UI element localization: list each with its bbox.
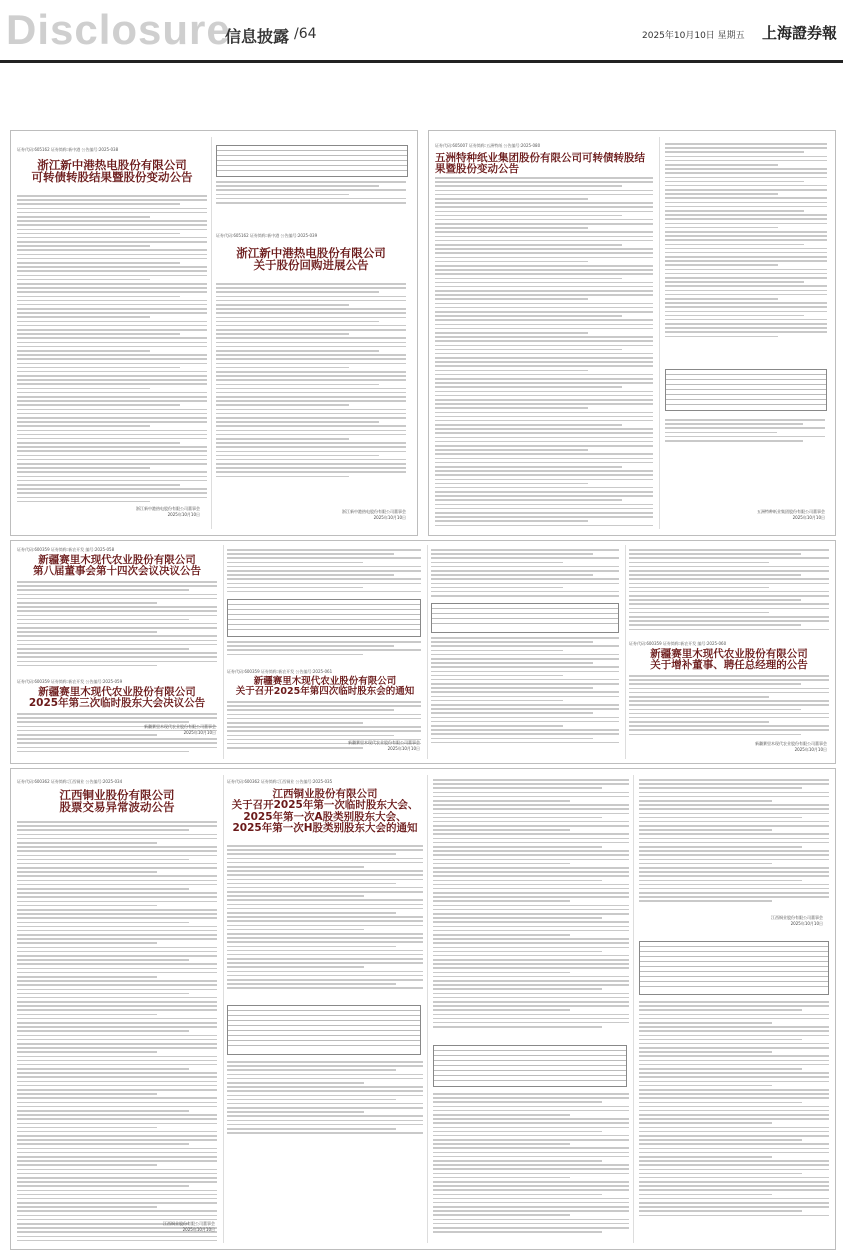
announcement-signature: 江西铜业股份有限公司董事会 2025年10月10日 (163, 1221, 215, 1232)
newspaper-logo: 上海證券報 (762, 24, 838, 42)
announcement-signature: 新疆赛里木现代农业股份有限公司董事会 2025年10月10日 (144, 724, 216, 735)
announcement-meta: 证券代码:605007 证券简称:五洲特纸 公告编号:2025-080 (435, 143, 541, 148)
announcement-signature: 浙江新中港热电股份有限公司董事会 2025年10月10日 (342, 509, 406, 520)
announcement-meeting-details (431, 545, 621, 759)
column-divider (211, 137, 212, 529)
announcement-body (17, 821, 217, 1243)
share-change-table (665, 369, 827, 411)
announcement-title: 新疆赛里木现代农业股份有限公司 第八届董事会第十四次会议决议公告 (33, 554, 201, 578)
announcement-body (216, 283, 406, 480)
column-divider (625, 545, 626, 759)
announcement-director-appointment (629, 545, 831, 759)
announcement-title: 浙江新中港热电股份有限公司 可转债转股结果暨股份变动公告 (31, 158, 193, 185)
announcement-title: 新疆赛里木现代农业股份有限公司 关于增补董事、聘任总经理的公告 (650, 648, 808, 672)
announcement-panel-wuzhou (428, 130, 836, 536)
announcement-body (17, 195, 207, 505)
announcement-body (227, 845, 423, 992)
announcement-body (227, 641, 421, 658)
announcement-meta: 证券代码:605162 证券简称:新中港 公告编号:2025-039 (216, 233, 318, 238)
announcement-body (665, 419, 825, 444)
announcement-shareholder-meeting (227, 775, 831, 1243)
issue-date: 2025年10月10日 星期五 (642, 31, 745, 41)
announcement-signature: 五洲特种纸业集团股份有限公司董事会 2025年10月10日 (757, 509, 825, 520)
announcement-title: 新疆赛里木现代农业股份有限公司 2025年第三次临时股东大会决议公告 (28, 686, 206, 710)
announcement-meeting-notice (227, 545, 423, 759)
announcement-body (227, 549, 421, 595)
announcement-panel-jiangxi-copper (10, 768, 836, 1250)
announcement-title: 新疆赛里木现代农业股份有限公司 关于召开2025年第四次临时股东会的通知 (235, 676, 415, 698)
column-divider (633, 775, 634, 1243)
announcement-meta: 证券代码:605162 证券简称:新中港 公告编号:2025-038 (17, 147, 119, 152)
page-number: /64 (294, 26, 317, 42)
announcement-conversion-result (17, 137, 207, 529)
announcement-meta: 证券代码:600359 证券简称:新农开发 编号:2025-060 (629, 641, 727, 646)
announcement-body (665, 143, 827, 340)
announcement-body (629, 549, 829, 633)
announcement-body (227, 1061, 423, 1136)
announcement-signature: 浙江新中港热电股份有限公司董事会 2025年10月10日 (136, 506, 200, 517)
header-rule (0, 60, 843, 63)
announcement-body (639, 779, 829, 905)
announcement-signature: 新疆赛里木现代农业股份有限公司董事会 2025年10月10日 (755, 741, 827, 752)
announcement-meta: 证券代码:600362 证券简称:江西铜业 公告编号:2025-035 (227, 779, 333, 784)
announcement-body (629, 675, 829, 738)
page-header (0, 0, 843, 62)
announcement-title: 江西铜业股份有限公司 关于召开2025年第一次临时股东大会、 2025年第一次A股类别股东大会、 2025年第一次H股类别股东大会的通知 (231, 788, 419, 834)
announcement-signature: 江西铜业股份有限公司董事会 2025年10月10日 (771, 915, 823, 926)
announcement-body (639, 1001, 829, 1219)
announcement-title: 江西铜业股份有限公司 股票交易异常波动公告 (59, 788, 175, 815)
announcement-title: 五洲特种纸业集团股份有限公司可转债转股结果暨股份变动公告 (435, 152, 645, 176)
announcement-meta: 证券代码:600362 证券简称:江西铜业 公告编号:2025-034 (17, 779, 123, 784)
column-divider (223, 775, 224, 1243)
announcement-body (433, 779, 629, 1030)
voting-table (227, 599, 421, 637)
announcement-title: 浙江新中港热电股份有限公司 关于股份回购进展公告 (236, 246, 386, 273)
announcement-meta: 证券代码:600359 证券简称:新农开发 公告编号:2025-059 (17, 679, 123, 684)
announcement-meta: 证券代码:600359 证券简称:新农开发 编号:2025-058 (17, 547, 115, 552)
announcement-abnormal-fluctuation (17, 775, 219, 1243)
section-name: 信息披露 (225, 27, 290, 46)
column-divider (427, 775, 428, 1243)
announcement-body (433, 1093, 629, 1235)
announcement-panel-xinzhonggang (10, 130, 418, 536)
announcement-body (17, 581, 217, 669)
announcement-signature: 新疆赛里木现代农业股份有限公司董事会 2025年10月10日 (348, 740, 420, 751)
column-divider (659, 137, 660, 529)
share-change-table (216, 145, 408, 177)
column-divider (427, 545, 428, 759)
latin-section-title: Disclosure (6, 6, 231, 53)
announcement-body (431, 549, 619, 599)
proposal-table (431, 603, 619, 633)
column-divider (223, 545, 224, 759)
announcement-meta: 证券代码:600359 证券简称:新农开发 公告编号:2025-061 (227, 669, 333, 674)
proxy-form-table (639, 941, 829, 995)
meeting-registration-table (433, 1045, 627, 1087)
announcement-body (216, 181, 406, 206)
announcement-body (431, 637, 619, 746)
announcement-body (435, 177, 653, 529)
proposal-table (227, 1005, 421, 1055)
announcement-buyback-progress (216, 137, 412, 529)
announcement-conversion-result (435, 137, 829, 529)
